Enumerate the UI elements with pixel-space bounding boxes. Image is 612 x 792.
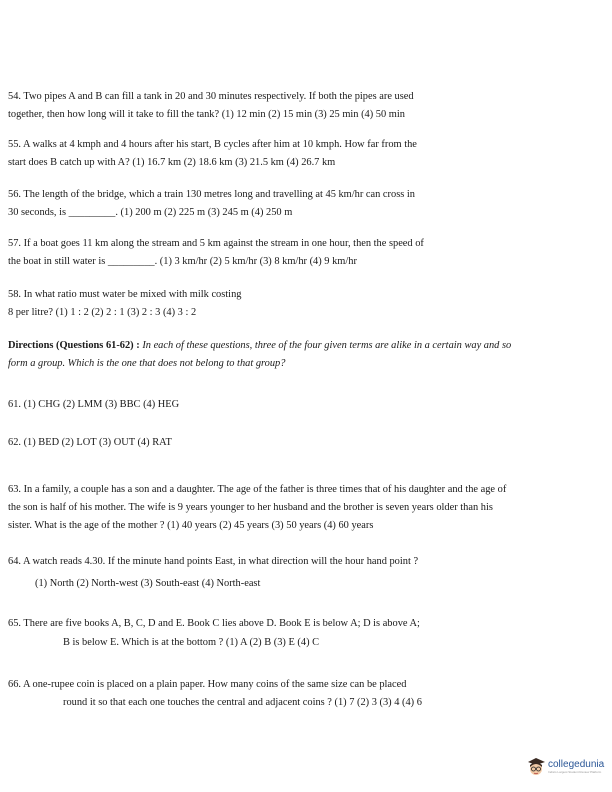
question-66-line-1: 66. A one-rupee coin is placed on a plain paper. How many coins of the same size can be placed bbox=[8, 679, 407, 690]
directions-text-2: form a group. Which is the one that does not belong to that group? bbox=[8, 358, 286, 369]
collegedunia-logo bbox=[526, 756, 604, 778]
question-65-line-1: 65. There are five books A, B, C, D and E. Book C lies above D. Book E is below A; D is above A; bbox=[8, 618, 420, 629]
question-65-line-2: B is below E. Which is at the bottom ? (1) A (2) B (3) E (4) C bbox=[63, 637, 320, 648]
question-58-line-2: 8 per litre? (1) 1 : 2 (2) 2 : 1 (3) 2 : 3 (4) 3 : 2 bbox=[8, 307, 197, 318]
question-64-options: (1) North (2) North-west (3) South-east (4) North-east bbox=[35, 578, 261, 589]
question-61: 61. (1) CHG (2) LMM (3) BBC (4) HEG bbox=[8, 399, 180, 410]
question-54-line-2: together, then how long will it take to fill the tank? (1) 12 min (2) 15 min (3) 25 min (4) 50 min bbox=[8, 109, 405, 120]
directions-text-1: In each of these questions, three of the four given terms are alike in a certain way and so bbox=[142, 340, 512, 351]
logo-mascot-icon bbox=[526, 756, 546, 778]
question-57-line-2: the boat in still water is _________. (1) 3 km/hr (2) 5 km/hr (3) 8 km/hr (4) 9 km/hr bbox=[8, 256, 357, 267]
question-63-line-1: 63. In a family, a couple has a son and a daughter. The age of the father is three times that of his daughter and the age of bbox=[8, 484, 507, 495]
directions-label: Directions (Questions 61-62) : bbox=[8, 340, 140, 351]
question-62: 62. (1) BED (2) LOT (3) OUT (4) RAT bbox=[8, 437, 172, 448]
question-57-line-1: 57. If a boat goes 11 km along the stream and 5 km against the stream in one hour, then the speed of bbox=[8, 238, 424, 249]
question-58-line-1: 58. In what ratio must water be mixed with milk costing bbox=[8, 289, 242, 300]
question-63-line-3: sister. What is the age of the mother ? (1) 40 years (2) 45 years (3) 50 years (4) 60 years bbox=[8, 520, 374, 531]
question-56-line-1: 56. The length of the bridge, which a train 130 metres long and travelling at 45 km/hr can cross in bbox=[8, 189, 415, 200]
logo-text: collegedunia bbox=[548, 759, 605, 770]
question-63-line-2: the son is half of his mother. The wife is 9 years younger to her husband and the brother is seven years older than his bbox=[8, 502, 493, 513]
question-55-line-2: start does B catch up with A? (1) 16.7 km (2) 18.6 km (3) 21.5 km (4) 26.7 km bbox=[8, 157, 336, 168]
question-64-line-1: 64. A watch reads 4.30. If the minute hand points East, in what direction will the hour hand point ? bbox=[8, 556, 419, 567]
question-55-line-1: 55. A walks at 4 kmph and 4 hours after his start, B cycles after him at 10 kmph. How far from the bbox=[8, 139, 417, 150]
logo-tagline: India's Largest Student Review Platform bbox=[548, 770, 602, 774]
question-56-line-2: 30 seconds, is _________. (1) 200 m (2) 225 m (3) 245 m (4) 250 m bbox=[8, 207, 293, 218]
question-66-line-2: round it so that each one touches the central and adjacent coins ? (1) 7 (2) 3 (3) 4 (4) 6 bbox=[63, 697, 422, 708]
question-54-line-1: 54. Two pipes A and B can fill a tank in 20 and 30 minutes respectively. If both the pipes are used bbox=[8, 91, 414, 102]
